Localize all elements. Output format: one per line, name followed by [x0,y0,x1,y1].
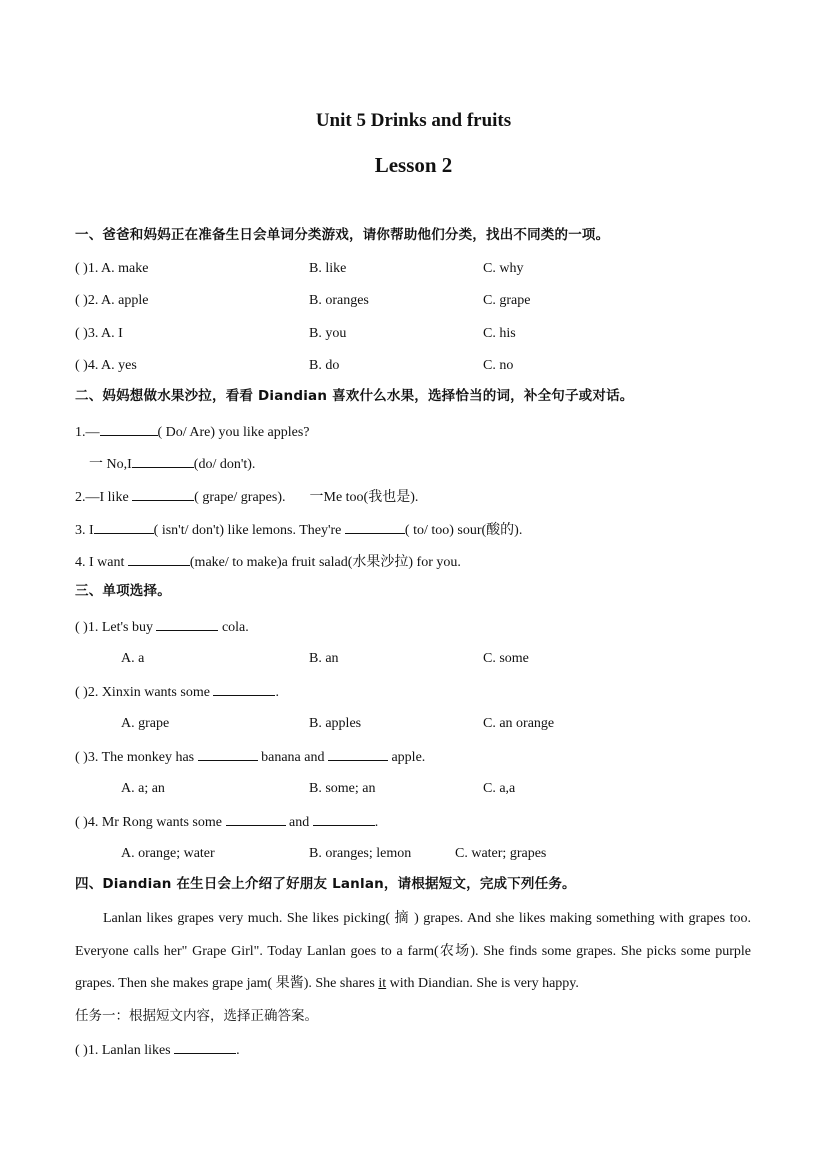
s3-q1-a: A. a [121,651,145,666]
answer-blank[interactable] [328,746,388,761]
task1-heading: 任务一：根据短文内容，选择正确答案。 [75,1008,318,1024]
answer-blank[interactable] [94,519,154,534]
s2-q1b-post: (do/ don't). [193,457,256,472]
s4-q1-stem-post: . [236,1043,240,1058]
passage-text-2: with Diandian. She is very happy. [386,976,579,991]
s1-q3-b: B. you [309,326,347,341]
page-title: Unit 5 Drinks and fruits [315,110,512,131]
s2-q3-pre: 3. I [75,523,94,538]
s1-q2-b: B. oranges [309,293,369,308]
answer-blank[interactable] [132,486,194,501]
s3-q4-c: C. water; grapes [455,846,547,861]
s3-q2-a: A. grape [121,716,170,731]
s3-q4-stem-pre: ( )4. Mr Rong wants some [75,815,226,830]
answer-blank[interactable] [226,811,286,826]
page-subtitle: Lesson 2 [374,153,453,177]
answer-blank[interactable] [132,453,194,468]
s2-q1a-post: ( Do/ Are) you like apples? [157,425,310,440]
s3-q2-c: C. an orange [483,716,555,731]
s3-q4-stem [75,811,378,833]
answer-blank[interactable] [345,519,405,534]
s3-q3-stem-pre: ( )3. The monkey has [75,750,198,765]
s2-q4 [75,551,461,573]
s1-q2-c: C. grape [483,293,531,308]
s3-q4-b: B. oranges; lemon [309,846,412,861]
s3-q3-b: B. some; an [309,781,376,796]
answer-blank[interactable] [174,1039,236,1054]
s2-q1b-pre: 一 No,I [89,457,132,472]
s3-q2-stem-post: . [275,685,279,700]
s4-q1-stem-pre: ( )1. Lanlan likes [75,1043,175,1058]
s3-q1-b: B. an [309,651,339,666]
s3-q4-stem-mid: and [285,815,313,830]
s2-q1a [75,421,310,443]
s2-q3-mid: ( isn't/ don't) like lemons. They're [153,523,345,538]
s1-q3-c: C. his [483,326,516,341]
s3-q3-stem-mid: banana and [257,750,328,765]
answer-blank[interactable] [313,811,375,826]
s1-q2-a: ( )2. A. apple [75,293,149,308]
s2-q1b [89,453,255,475]
answer-blank[interactable] [156,616,218,631]
s1-q1-c: C. why [483,261,524,276]
answer-blank[interactable] [100,421,158,436]
reading-passage [75,903,751,1001]
s1-q4-b: B. do [309,358,340,373]
s3-q4-stem-post: . [374,815,379,830]
s1-q1-b: B. like [309,261,347,276]
passage-text-1: Lanlan likes grapes very much. She likes picking( 摘 ) grapes. And she likes making something with grapes too. Everyone calls her" Grape Girl". Today Lanlan goes to a farm(农场). She finds some grapes. She picks some purple grapes. Then she makes grape jam( 果酱). She shares [75,911,751,991]
s2-q2-pre: 2.—I like [75,490,133,505]
s3-q1-stem-pre: ( )1. Let's buy [75,620,157,635]
s2-q4-pre: 4. I want [75,555,128,570]
s3-q2-stem [75,681,279,703]
s1-q1-a: ( )1. A. make [75,261,149,276]
s3-q1-c: C. some [483,651,529,666]
section3-heading: 三、单项选择。 [75,583,171,599]
s3-q1-stem [75,616,249,638]
s1-q3-a: ( )3. A. I [75,326,123,341]
s2-q2-post: 一Me too(我也是). [309,490,419,505]
answer-blank[interactable] [213,681,275,696]
s3-q3-a: A. a; an [121,781,165,796]
s2-q2 [75,486,418,508]
s3-q1-stem-post: cola. [218,620,249,635]
s4-q1-stem [75,1039,240,1061]
s3-q4-a: A. orange; water [121,846,215,861]
s3-q3-stem [75,746,425,768]
s2-q3-post: ( to/ too) sour(酸的). [404,523,523,538]
s2-q4-post: (make/ to make)a fruit salad(水果沙拉) for you. [189,555,461,570]
s3-q3-c: C. a,a [483,781,516,796]
s1-q4-c: C. no [483,358,514,373]
section2-heading: 二、妈妈想做水果沙拉，看看 Diandian 喜欢什么水果，选择恰当的词，补全句子或对话。 [75,388,634,404]
s3-q2-stem-pre: ( )2. Xinxin wants some [75,685,214,700]
section4-heading: 四、Diandian 在生日会上介绍了好朋友 Lanlan，请根据短文，完成下列任务。 [75,876,576,892]
answer-blank[interactable] [198,746,258,761]
answer-blank[interactable] [128,551,190,566]
s2-q2-mid: ( grape/ grapes). [194,490,286,505]
passage-underlined-it: it [378,976,387,991]
s3-q3-stem-post: apple. [387,750,426,765]
s2-q3 [75,519,522,541]
s2-q1a-pre: 1.— [75,425,100,440]
section1-heading: 一、爸爸和妈妈正在准备生日会单词分类游戏，请你帮助他们分类，找出不同类的一项。 [75,227,610,243]
s3-q2-b: B. apples [309,716,362,731]
s1-q4-a: ( )4. A. yes [75,358,137,373]
